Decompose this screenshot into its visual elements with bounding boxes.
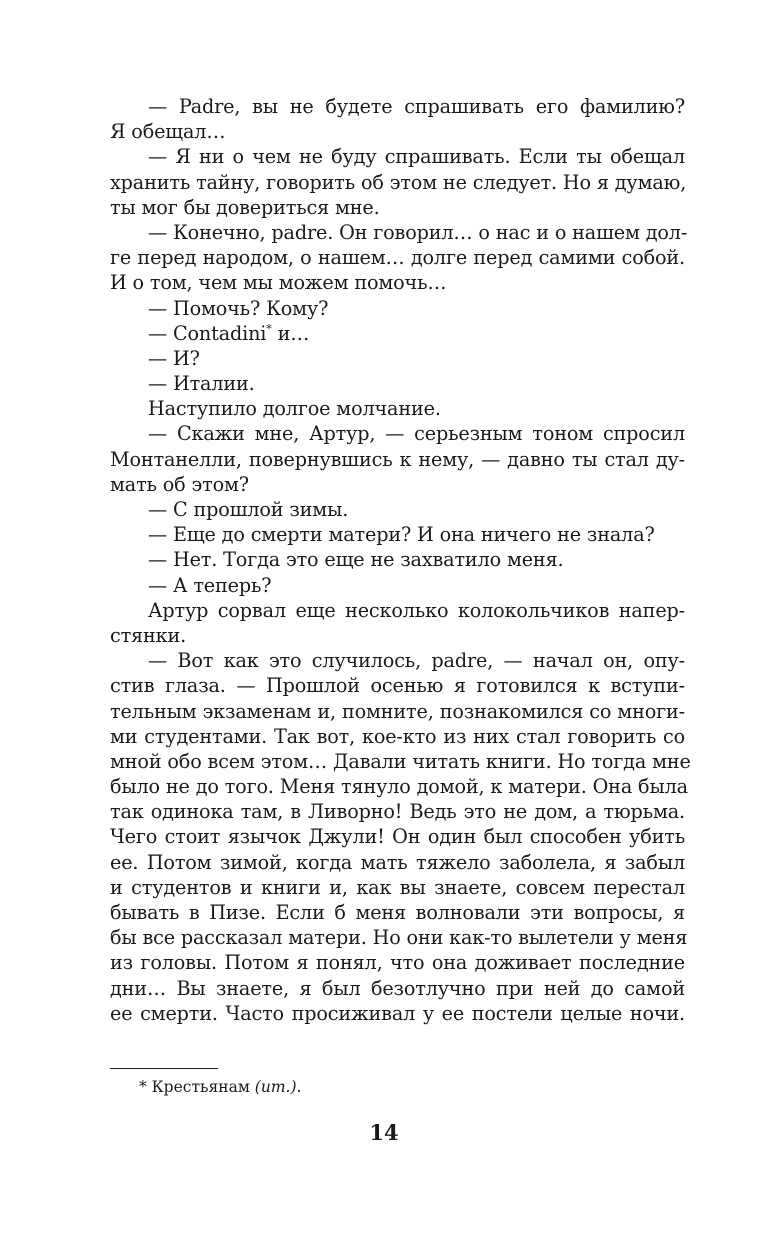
text-line	[110, 573, 685, 598]
text-line	[110, 749, 691, 774]
text-line-content: так одинока там, в Ливорно! Ведь это не дом, а тюрьма.	[110, 800, 685, 824]
text-line	[110, 245, 685, 270]
text-line-content: хранить тайну, говорить об этом не следует. Но я думаю,	[110, 170, 687, 194]
text-line	[110, 648, 685, 673]
text-line	[110, 824, 685, 849]
text-line-continuation: и…	[271, 321, 310, 345]
text-line	[110, 774, 688, 799]
text-line-content: бы все рассказал матери. Но они как-то вылетели у меня	[110, 926, 688, 950]
text-line-content: Я обещал…	[110, 120, 226, 144]
text-line	[110, 421, 685, 446]
footnote-source: (ит.)	[254, 1078, 297, 1096]
text-line-content: — Contadini	[148, 321, 267, 345]
text-line	[110, 321, 685, 346]
text-line	[110, 699, 685, 724]
text-line	[110, 497, 685, 522]
text-line-content: — Конечно, padre. Он говорил… о нас и о нашем дол-	[148, 220, 688, 244]
footnote-reference: *	[266, 322, 272, 336]
text-line	[110, 447, 685, 472]
text-line-content: — Скажи мне, Артур, — серьезным тоном спросил	[148, 422, 685, 446]
text-line	[110, 925, 688, 950]
text-line	[110, 598, 685, 623]
paragraph-block	[110, 94, 691, 1026]
text-line-content: из головы. Потом я понял, что она доживает последние	[110, 951, 685, 975]
text-line-content: Чего стоит язычок Джули! Он один был способен убить	[110, 825, 685, 849]
text-line-content: бывать в Пизе. Если б меня волновали эти вопросы, я	[110, 901, 685, 924]
text-line	[110, 799, 685, 824]
text-line-content: ее. Потом зимой, когда мать тяжело заболела, я забыл	[110, 850, 685, 874]
text-line	[110, 547, 685, 572]
text-line-content: ты мог бы довериться мне.	[110, 195, 380, 219]
footnote-text: Крестьянам	[146, 1078, 255, 1096]
text-line-content: — Нет. Тогда это еще не захватило меня.	[148, 548, 564, 572]
text-line-content: Наступило долгое молчание.	[148, 397, 441, 421]
text-line	[110, 170, 685, 195]
text-line-content: — Помочь? Кому?	[148, 296, 329, 320]
text-line	[110, 296, 685, 321]
text-line	[110, 950, 685, 975]
text-line	[110, 850, 685, 875]
page-number: 14	[369, 1120, 399, 1145]
text-line-content: ее смерти. Часто просиживал у ее постели целые ночи.	[110, 1001, 685, 1025]
text-line-content: Монтанелли, повернувшись к нему, — давно ты стал ду-	[110, 447, 685, 471]
footnote-divider	[110, 1068, 218, 1069]
text-line-content: — С прошлой зимы.	[148, 498, 349, 521]
text-line-content: ге перед народом, о нашем… долге перед самими собой.	[110, 246, 685, 270]
text-line-content: мной обо всем этом… Давали читать книги. Но тогда мне	[110, 749, 691, 773]
text-line-content: стив глаза. — Прошлой осенью я готовился к вступи-	[110, 674, 685, 698]
text-line	[110, 900, 685, 925]
text-line-content: мать об этом?	[110, 472, 249, 496]
text-line	[110, 522, 685, 547]
text-line-content: — Padre, вы не будете спрашивать его фамилию?	[148, 95, 685, 118]
text-line-content: — Я ни о чем не буду спрашивать. Если ты обещал	[148, 145, 685, 169]
text-line-content: дни… Вы знаете, я был безотлучно при ней до самой	[110, 976, 685, 1000]
text-line	[110, 220, 688, 245]
text-line	[110, 371, 685, 396]
text-line	[110, 94, 685, 119]
text-line-content: И о том, чем мы можем помочь…	[110, 271, 447, 295]
text-line	[110, 623, 685, 648]
footnote-end: .	[296, 1078, 302, 1096]
text-line	[110, 119, 685, 144]
footnote	[139, 1077, 301, 1097]
text-line-content: Артур сорвал еще несколько колокольчиков напер-	[148, 598, 685, 622]
text-line-content: и студентов и книги и, как вы знаете, совсем перестал	[110, 875, 685, 899]
text-line-content: — И?	[148, 346, 200, 370]
text-line	[110, 270, 685, 295]
footnote-marker: *	[139, 1078, 147, 1096]
text-line	[110, 396, 685, 421]
body-text	[110, 94, 691, 1026]
text-line	[110, 346, 685, 371]
text-line	[110, 875, 685, 900]
text-line	[110, 724, 685, 749]
text-line	[110, 144, 685, 169]
text-line-content: тельным экзаменам и, помните, познакомился со многи-	[110, 699, 685, 723]
text-line	[110, 195, 685, 220]
text-line-content: стянки.	[110, 623, 187, 647]
text-line-content: — Италии.	[148, 372, 255, 396]
text-line-content: — Еще до смерти матери? И она ничего не знала?	[148, 523, 655, 547]
text-line-content: — Вот как это случилось, padre, — начал он, опу-	[148, 649, 685, 673]
text-line-content: — А теперь?	[148, 573, 272, 597]
text-line	[110, 472, 685, 497]
text-line	[110, 673, 685, 698]
text-line-content: было не до того. Меня тянуло домой, к матери. Она была	[110, 775, 688, 799]
text-line	[110, 1001, 685, 1026]
text-line-content: ми студентами. Так вот, кое-кто из них стал говорить со	[110, 724, 685, 748]
text-line	[110, 976, 685, 1001]
